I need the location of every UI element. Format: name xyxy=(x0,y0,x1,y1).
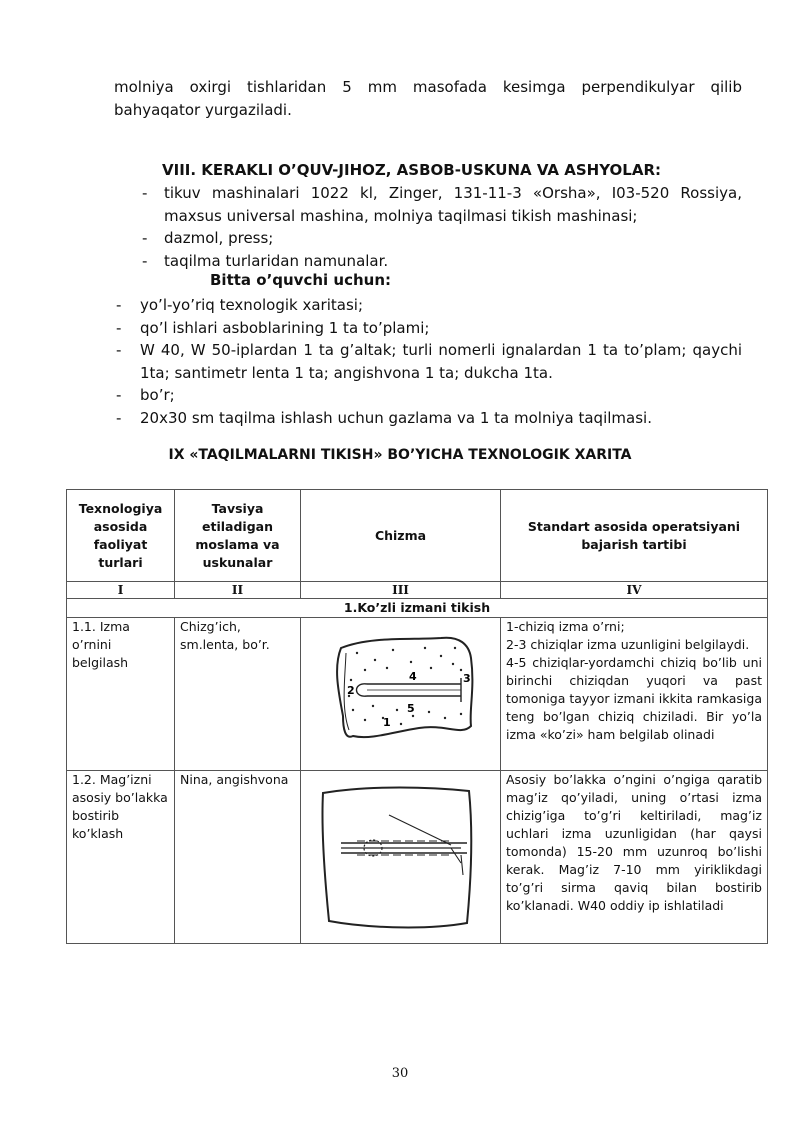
list-item: - yo’l-yo’riq texnologik xaritasi; xyxy=(114,294,742,317)
description-text: 1-chiziq izma o’rni; 2-3 chiziqlar izma uzunligini belgilaydi. 4-5 chiziqlar-yordamchi chiziq bo’lib uni birinchi chiziqdan yuqori va past tomoniga tayyor izmani ikkita ramkasiga teng bo’lgan chiziq chiziladi. Bir yo’la izma «ko’zi» ham belgilab olinadi xyxy=(506,619,762,742)
section-9-heading: IX «TAQILMALARNI TIKISH» BO’YICHA TEXNOLOGIK XARITA xyxy=(168,447,632,463)
tools-cell: Nina, angishvona xyxy=(175,771,301,944)
drawing-label: 4 xyxy=(409,670,417,683)
column-header: Chizma xyxy=(301,490,501,582)
table-subheading: 1.Ko’zli izmani tikish xyxy=(67,599,768,618)
activity-cell: 1.2. Mag’izni asosiy bo’lakka bostirib ko’klash xyxy=(67,771,175,944)
description-cell: Asosiy bo’lakka o’ngini o’ngiga qaratib mag’iz qo’yiladi, uning o’rtasi izma chizig’iga to’g’ri keltiriladi, mag’iz uchlari izma uzunligidan (har qaysi tomonda) 15-20 mm uzunroq bo’lishi kerak. Mag’iz 7-10 mm yiriklikdagi to’g’ri sirma qaviq bilan bostirib ko’klanadi. W40 oddiy ip ishlatiladi xyxy=(501,771,768,944)
column-number: II xyxy=(175,582,301,599)
list-item: - 20x30 sm taqilma ishlash uchun gazlama va 1 ta molniya taqilmasi. xyxy=(114,407,742,430)
drawing-cell xyxy=(301,618,501,771)
intro-paragraph: molniya oxirgi tishlaridan 5 mm masofada kesimga perpendikulyar qilib bahyaqator yurgaziladi. xyxy=(114,78,742,119)
section-8-heading: VIII. KERAKLI O’QUV-JIHOZ, ASBOB-USKUNA VA ASHYOLAR: xyxy=(162,161,662,179)
table-header-row xyxy=(67,490,768,582)
student-items-list xyxy=(114,294,742,429)
column-header: Texnologiya asosida faoliyat turlari xyxy=(67,490,175,582)
equipment-list xyxy=(140,182,742,272)
list-item: - taqilma turlaridan namunalar. xyxy=(140,250,742,273)
activity-cell: 1.1. Izma o’rnini belgilash xyxy=(67,618,175,771)
list-item: - W 40, W 50-iplardan 1 ta g’altak; turli nomerli ignalardan 1 ta to’plam; qaychi 1ta; santimetr lenta 1 ta; angishvona 1 ta; dukcha 1ta. xyxy=(114,339,742,384)
drawing-label: 2 xyxy=(347,684,355,697)
drawing-label: 5 xyxy=(407,702,415,715)
table-row xyxy=(67,771,768,944)
tools-cell: Chizg’ich, sm.lenta, bo’r. xyxy=(175,618,301,771)
table-row xyxy=(67,618,768,771)
drawing-cell xyxy=(301,771,501,944)
facing-basting-drawing xyxy=(301,771,501,943)
list-item: - qo’l ishlari asboblarining 1 ta to’plami; xyxy=(114,317,742,340)
roman-numeral-row xyxy=(67,582,768,599)
buttonhole-marking-drawing xyxy=(301,618,501,770)
table-subheading-row xyxy=(67,599,768,618)
drawing-label: 1 xyxy=(383,716,391,729)
technology-map-table xyxy=(66,489,768,944)
per-student-subheading: Bitta o’quvchi uchun: xyxy=(210,271,391,289)
column-number: IV xyxy=(501,582,768,599)
page-number: 30 xyxy=(391,1066,409,1081)
column-header: Standart asosida operatsiyani bajarish tartibi xyxy=(501,490,768,582)
list-item: - dazmol, press; xyxy=(140,227,742,250)
list-item: - bo’r; xyxy=(114,384,742,407)
column-number: I xyxy=(67,582,175,599)
column-header: Tavsiya etiladigan moslama va uskunalar xyxy=(175,490,301,582)
column-number: III xyxy=(301,582,501,599)
drawing-label: 3 xyxy=(463,672,471,685)
description-cell xyxy=(501,618,768,771)
list-item: - tikuv mashinalari 1022 kl, Zinger, 131-11-3 «Orsha», I03-520 Rossiya, maxsus universal mashina, molniya taqilmasi tikish mashinasi; xyxy=(140,182,742,227)
